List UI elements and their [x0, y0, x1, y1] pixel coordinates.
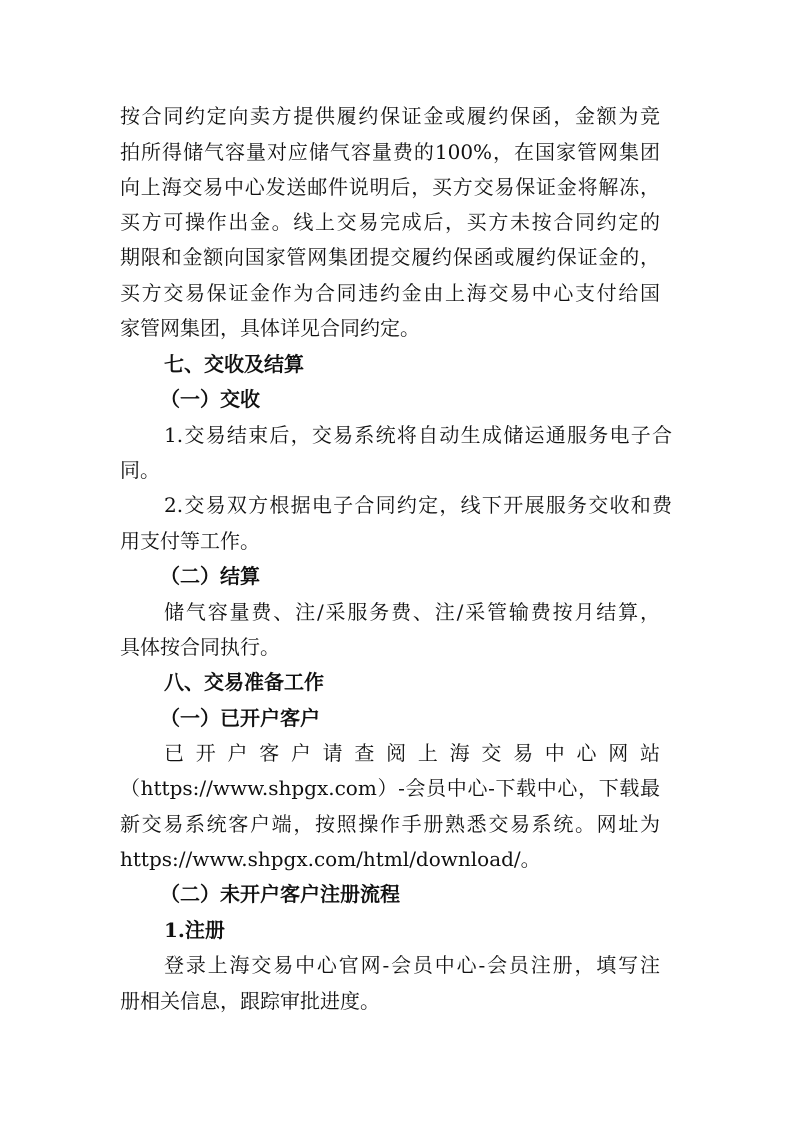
- section-heading-8: 八、交易准备工作: [164, 670, 324, 694]
- body-text-line: 买方交易保证金作为合同违约金由上海交易中心支付给国: [120, 281, 660, 305]
- body-text-line: 向上海交易中心发送邮件说明后，买方交易保证金将解冻，: [120, 175, 660, 199]
- body-text-line: 登录上海交易中心官网-会员中心-会员注册，填写注: [164, 953, 660, 977]
- body-text-line: 具体按合同执行。: [120, 635, 280, 659]
- body-text-line: 新交易系统客户端，按照操作手册熟悉交易系统。网址为: [120, 812, 660, 836]
- section-heading-7: 七、交收及结算: [164, 352, 304, 376]
- body-text-line: 2.交易双方根据电子合同约定，线下开展服务交收和费: [164, 493, 672, 517]
- body-text-line: 买方可操作出金。线上交易完成后，买方未按合同约定的: [120, 210, 660, 234]
- body-text-line: （https://www.shpgx.com）-会员中心-下载中心，下载最: [120, 776, 660, 800]
- body-text-line: 册相关信息，跟踪审批进度。: [120, 989, 380, 1013]
- body-text-line: 期限和金额向国家管网集团提交履约保函或履约保证金的，: [120, 245, 660, 269]
- body-text-line: 同。: [120, 458, 160, 482]
- body-text-line: 储气容量费、注/采服务费、注/采管输费按月结算，: [164, 600, 660, 624]
- subsection-heading-delivery: （一）交收: [160, 387, 260, 411]
- body-text-line: 按合同约定向卖方提供履约保证金或履约保函，金额为竞: [120, 104, 660, 128]
- subsection-heading-new-clients: （二）未开户客户注册流程: [160, 882, 400, 906]
- body-text-line: 1.交易结束后，交易系统将自动生成储运通服务电子合: [164, 423, 672, 447]
- step-heading-register: 1.注册: [164, 918, 225, 942]
- body-text-line: 家管网集团，具体详见合同约定。: [120, 316, 420, 340]
- subsection-heading-existing-clients: （一）已开户客户: [160, 706, 320, 730]
- body-text-line: 用支付等工作。: [120, 529, 260, 553]
- download-url-line: https://www.shpgx.com/html/download/。: [120, 847, 541, 871]
- body-text-line: 已开户客户请查阅上海交易中心网站: [164, 741, 660, 765]
- body-text-line: 拍所得储气容量对应储气容量费的100%，在国家管网集团: [120, 140, 660, 164]
- subsection-heading-settlement: （二）结算: [160, 564, 260, 588]
